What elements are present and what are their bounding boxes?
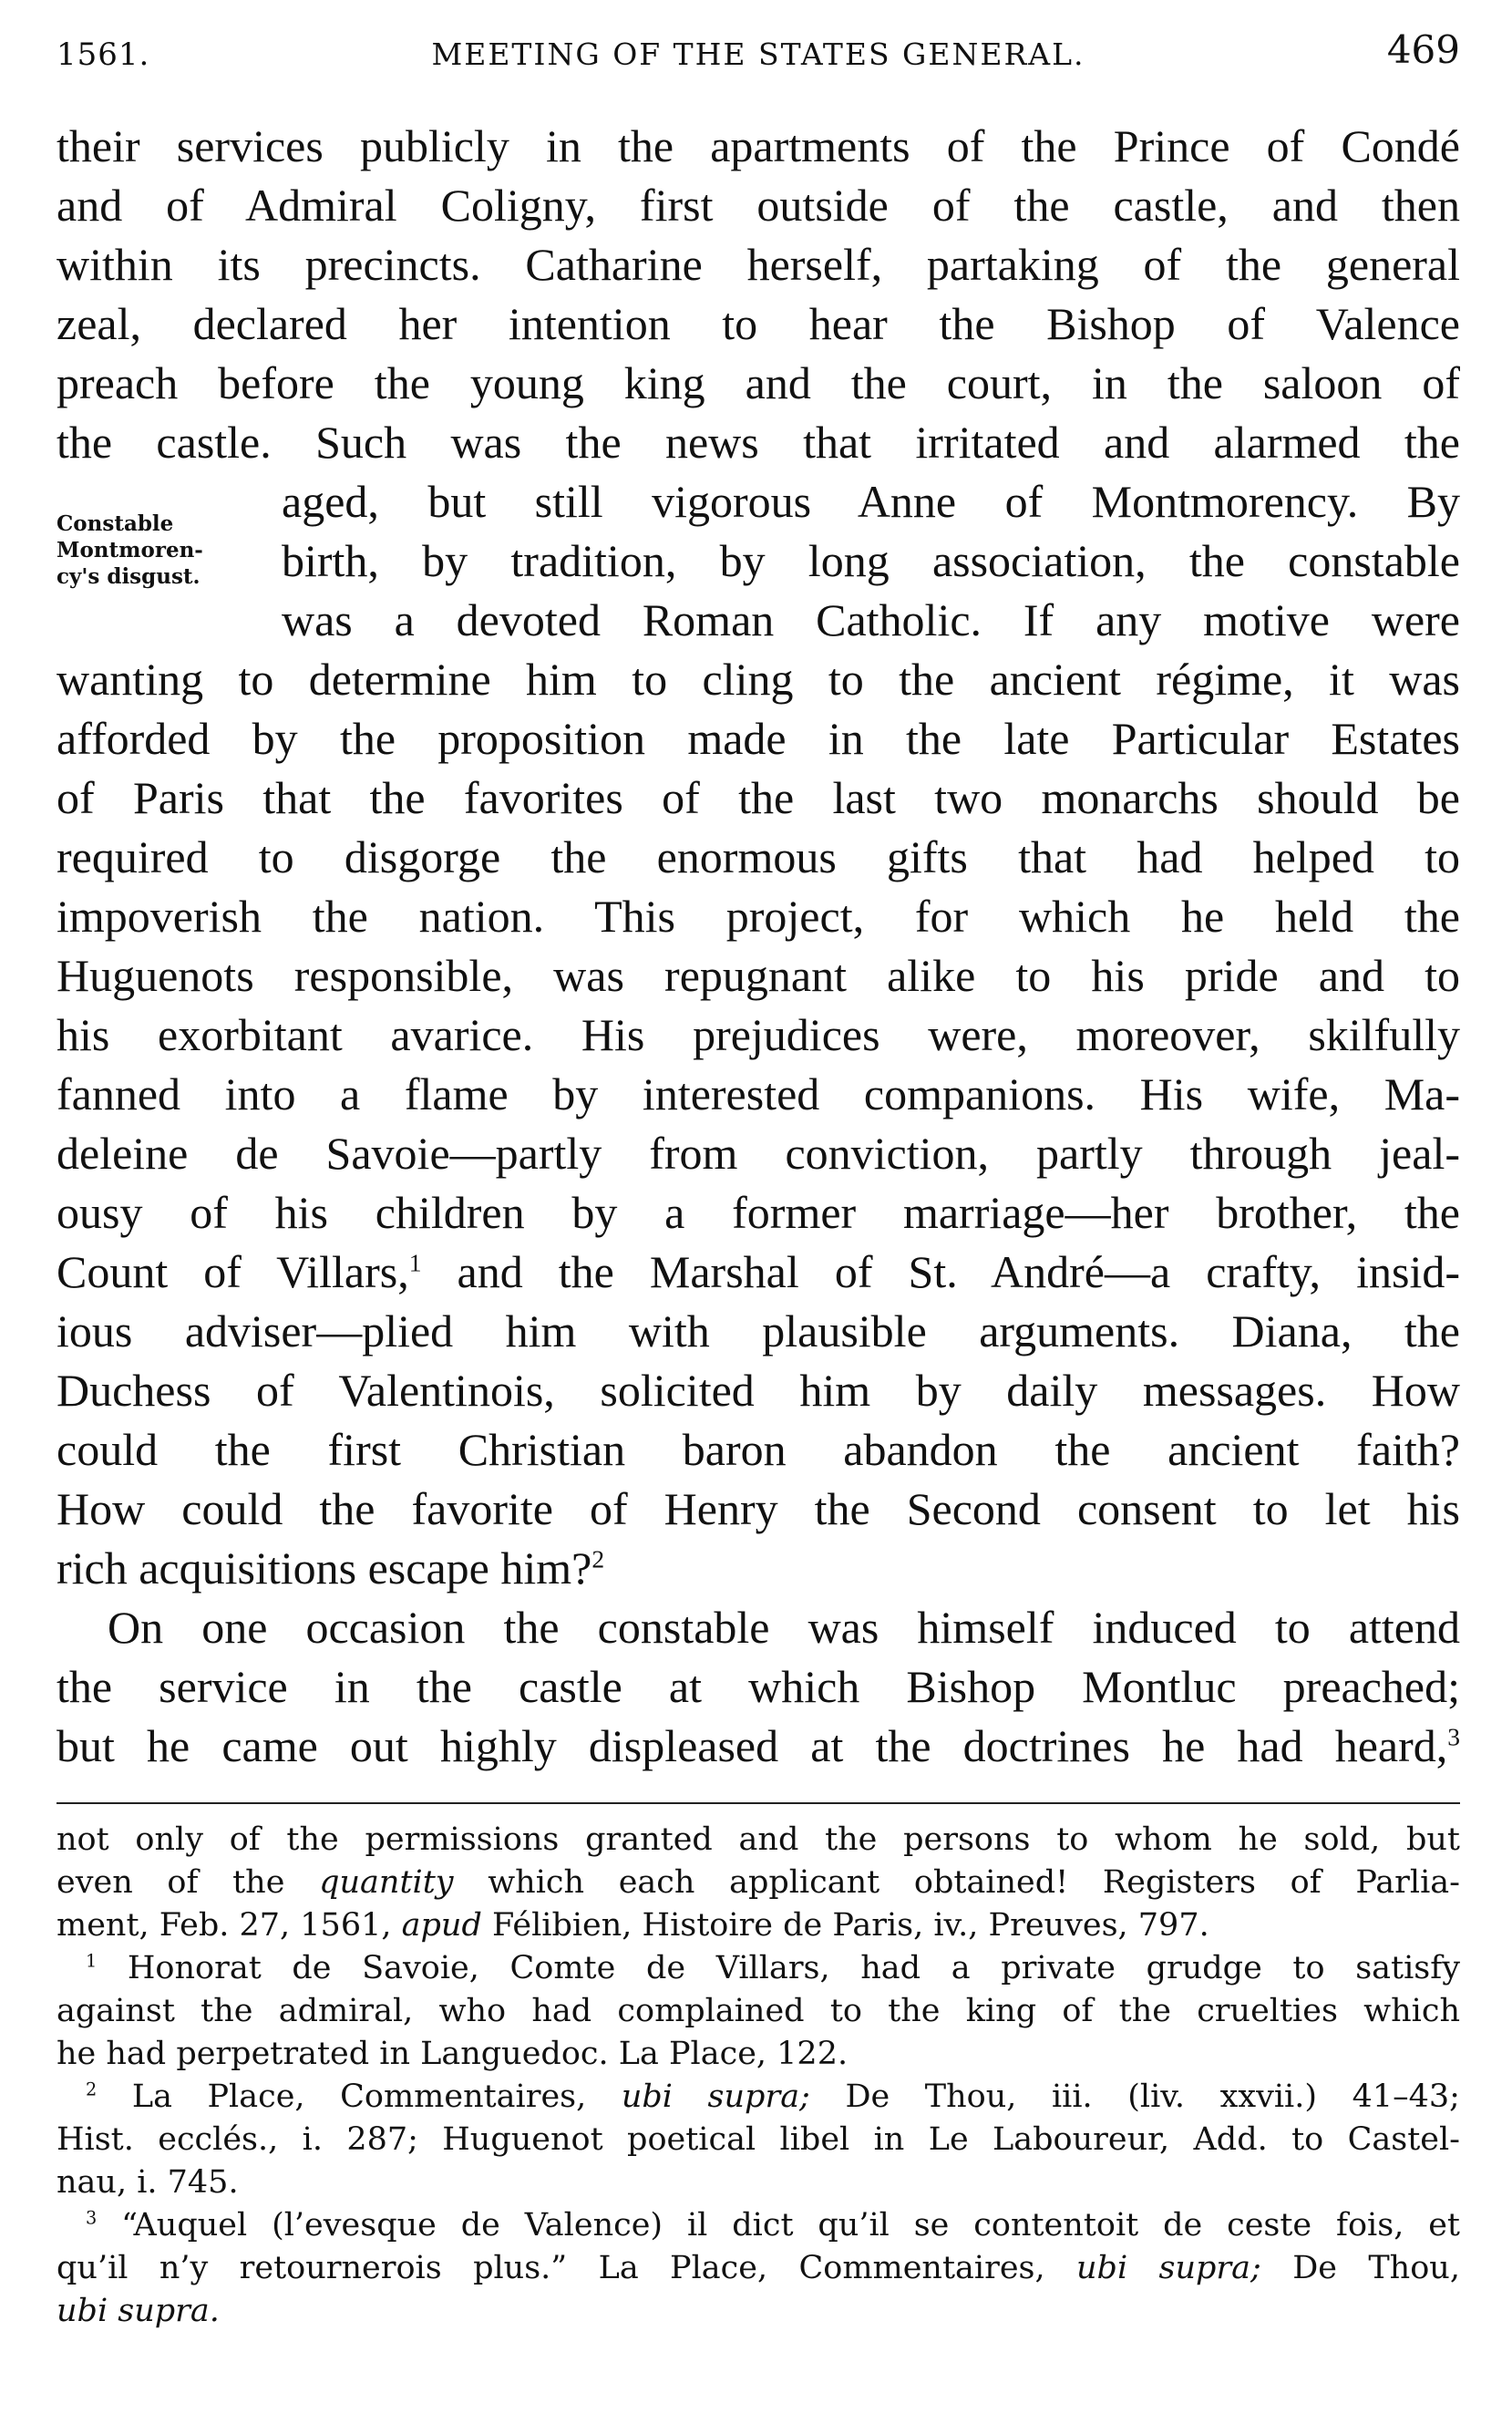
text-line: ious adviser—plied him with plausible arguments. Diana, the: [57, 1305, 1460, 1356]
text-fragment: Honorat de Savoie, Comte de Villars, had a private grudge to satisfy: [127, 1950, 1460, 1986]
italic-term: quantity: [319, 1864, 454, 1901]
text-line: preach before the young king and the court, in the saloon of: [57, 357, 1460, 408]
footnote-ref: 1: [408, 1248, 422, 1277]
footnote-mark: 2: [86, 2078, 98, 2100]
footnote-mark: 1: [86, 1950, 98, 1972]
running-header: [57, 27, 1460, 73]
text-fragment: Félibien, Histoire de Paris, iv., Preuves, 797.: [491, 1907, 1209, 1944]
footnotes: [57, 1819, 1460, 2333]
book-page: [57, 0, 1460, 2424]
text-line: aged, but still vigorous Anne of Montmorency. By: [282, 476, 1460, 527]
text-fragment: De Thou, iii. (liv. xxvii.) 41–43;: [845, 2078, 1460, 2115]
text-fragment: “Auquel (l’evesque de Valence) il dict qu’il se contentoit de ceste fois, et: [121, 2207, 1460, 2243]
text-fragment: ment, Feb. 27, 1561,: [57, 1907, 392, 1944]
italic-term: ubi supra;: [1076, 2250, 1261, 2286]
text-line: of Paris that the favorites of the last two monarchs should be: [57, 772, 1460, 823]
margin-note-line: Constable: [57, 511, 174, 536]
footnote-divider: [57, 1802, 1460, 1804]
text-line: [57, 1717, 1460, 1776]
text-line: was a devoted Roman Catholic. If any motive were: [282, 594, 1460, 645]
main-text: [57, 117, 1460, 1776]
text-fragment: and the Marshal of St. André—a crafty, insid-: [457, 1246, 1460, 1297]
text-line: Huguenots responsible, was repugnant alike to his pride and to: [57, 950, 1460, 1001]
footnote-3: [57, 2204, 1460, 2247]
italic-term: ubi supra.: [57, 2293, 220, 2329]
text-line: afforded by the proposition made in the late Particular Estates: [57, 713, 1460, 764]
italic-term: ubi supra;: [621, 2078, 810, 2115]
text-fragment: even of the: [57, 1864, 285, 1901]
text-line: within its precincts. Catharine herself, partaking of the general: [57, 239, 1460, 290]
footnote-line: not only of the permissions granted and the persons to whom he sold, but: [57, 1821, 1460, 1858]
text-fragment: Count of Villars,: [57, 1246, 409, 1297]
footnote-ref: 3: [1447, 1722, 1460, 1751]
text-line: zeal, declared her intention to hear the Bishop of Valence: [57, 298, 1460, 349]
footnote-line: [57, 2290, 1460, 2333]
text-line: could the first Christian baron abandon the ancient faith?: [57, 1424, 1460, 1475]
text-line: and of Admiral Coligny, first outside of the castle, and then: [57, 180, 1460, 231]
text-fragment: qu’il n’y retournerois plus.” La Place, Commentaires,: [57, 2250, 1045, 2286]
page-number: 469: [1386, 27, 1460, 72]
text-fragment: rich acquisitions escape him?: [57, 1542, 592, 1594]
text-line: ousy of his children by a former marriage—her brother, the: [57, 1187, 1460, 1238]
footnote-line: Hist. ecclés., i. 287; Huguenot poetical libel in Le Laboureur, Add. to Castel-: [57, 2121, 1460, 2158]
footnote-line: nau, i. 745.: [57, 2164, 239, 2201]
footnote-mark: 3: [86, 2207, 98, 2229]
text-fragment: De Thou,: [1292, 2250, 1460, 2286]
text-line: [57, 1539, 1460, 1598]
header-title: MEETING OF THE STATES GENERAL.: [431, 36, 1085, 72]
footnote-line: [57, 1862, 1460, 1904]
text-fragment: La Place, Commentaires,: [131, 2078, 587, 2115]
text-line: [57, 1243, 1460, 1302]
text-line: birth, by tradition, by long association, the constable: [282, 535, 1460, 586]
text-line: fanned into a flame by interested companions. His wife, Ma-: [57, 1068, 1460, 1119]
header-year: 1561.: [57, 36, 150, 73]
text-line: On one occasion the constable was himself induced to attend: [108, 1602, 1460, 1653]
margin-note-line: cy's disgust.: [57, 564, 201, 589]
footnote-line: [57, 1904, 1460, 1947]
text-line: wanting to determine him to cling to the ancient régime, it was: [57, 654, 1460, 705]
footnote-1: [57, 1947, 1460, 1990]
text-line: impoverish the nation. This project, for which he held the: [57, 891, 1460, 942]
italic-term: apud: [401, 1907, 482, 1944]
footnote-ref: 2: [591, 1544, 605, 1573]
footnote-line: he had perpetrated in Languedoc. La Place, 122.: [57, 2036, 849, 2072]
text-line: How could the favorite of Henry the Second consent to let his: [57, 1483, 1460, 1534]
margin-note-line: Montmoren-: [57, 538, 203, 562]
text-line: the service in the castle at which Bishop Montluc preached;: [57, 1661, 1460, 1712]
text-line: the castle. Such was the news that irritated and alarmed the: [57, 417, 1460, 468]
text-line: Duchess of Valentinois, solicited him by daily messages. How: [57, 1365, 1460, 1416]
footnote-line: against the admiral, who had complained to the king of the cruelties which: [57, 1993, 1460, 2029]
text-line: deleine de Savoie—partly from conviction, partly through jeal-: [57, 1128, 1460, 1179]
text-fragment: which each applicant obtained! Registers of Parlia-: [488, 1864, 1460, 1901]
footnote-line: [57, 2247, 1460, 2290]
text-line: their services publicly in the apartments of the Prince of Condé: [57, 120, 1460, 171]
footnote-2: [57, 2076, 1460, 2119]
text-line: his exorbitant avarice. His prejudices were, moreover, skilfully: [57, 1009, 1460, 1060]
text-line: required to disgorge the enormous gifts that had helped to: [57, 831, 1460, 882]
text-fragment: but he came out highly displeased at the doctrines he had heard,: [57, 1720, 1448, 1771]
